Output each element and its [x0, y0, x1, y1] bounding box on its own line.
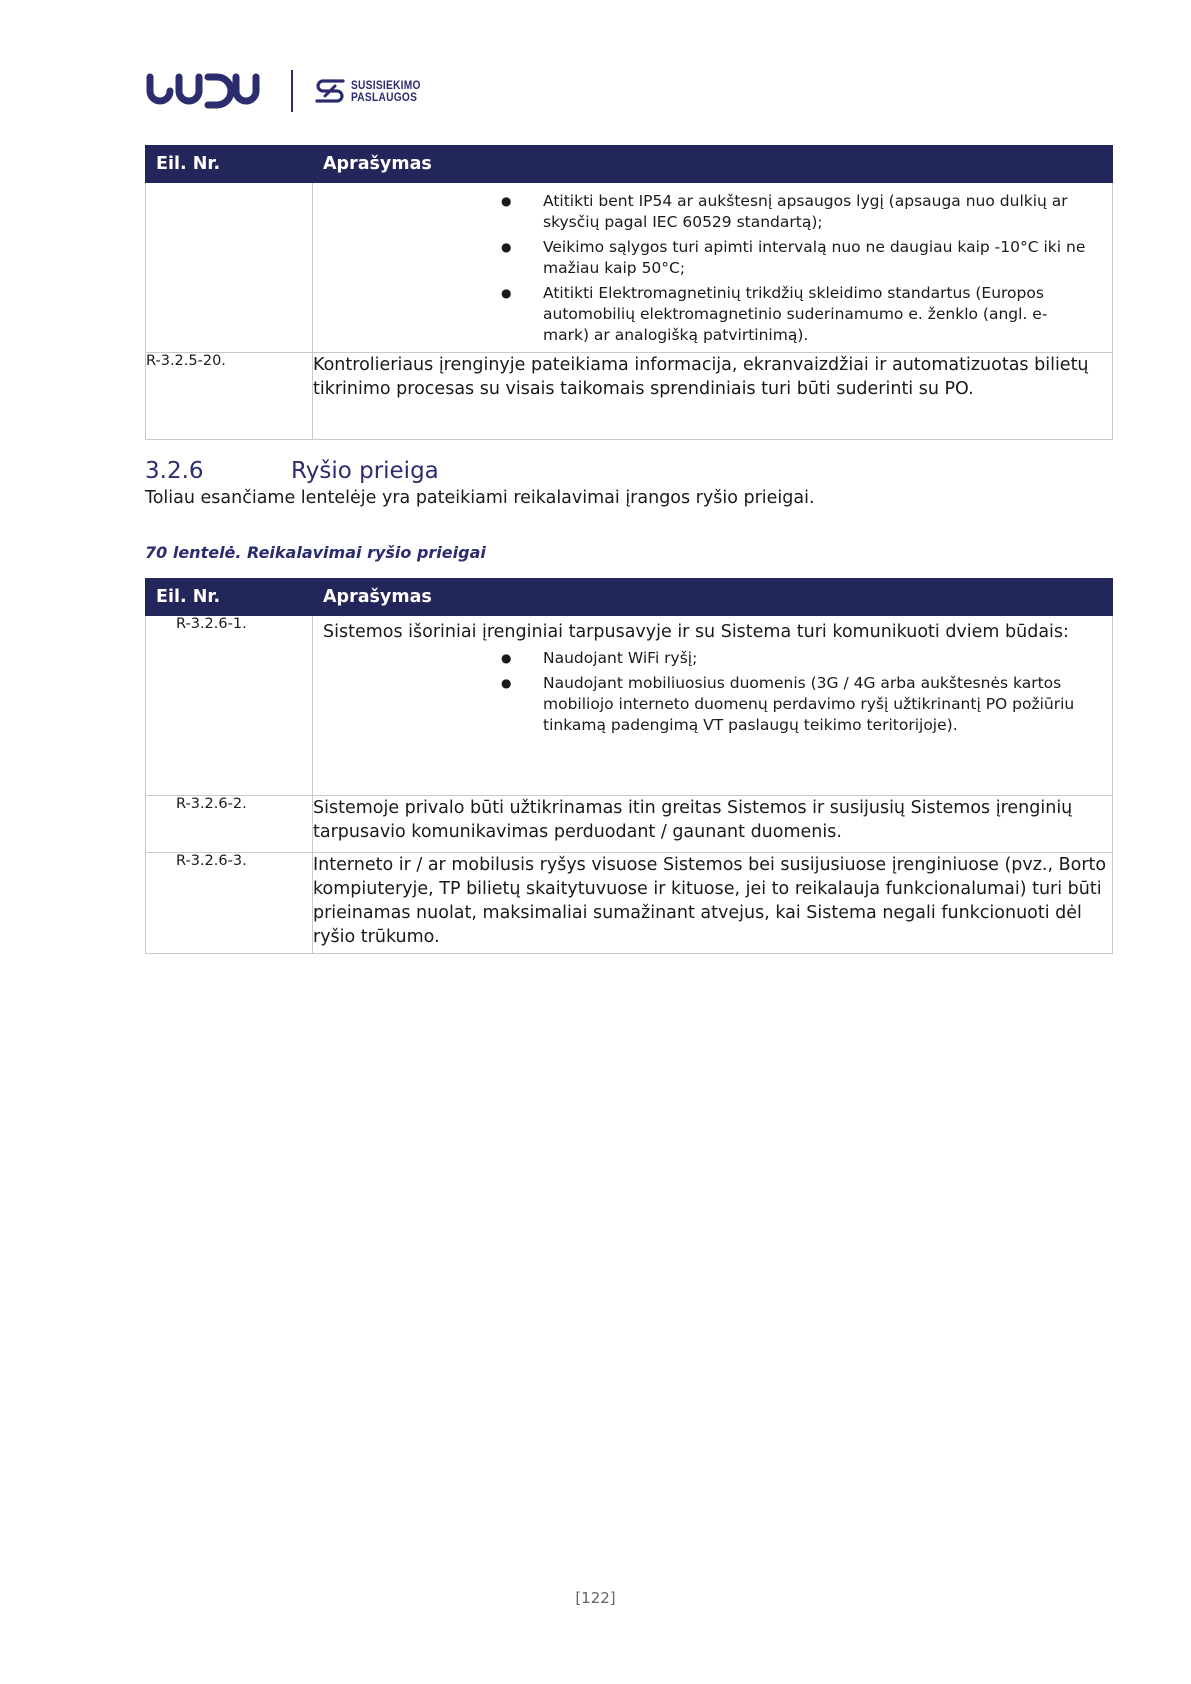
table-header-row: [146, 579, 1113, 616]
row-id: R-3.2.6-1.: [146, 616, 313, 796]
table-row: [146, 353, 1113, 440]
row-desc-cell: [313, 616, 1113, 796]
list-item: ● Veikimo sąlygos turi apimti intervalą nuo ne daugiau kaip -10°C iki ne mažiau kaip 50°C;: [313, 237, 1092, 279]
table-row: [146, 853, 1113, 954]
section-title: Ryšio prieiga: [291, 458, 439, 484]
col-header-number: Eil. Nr.: [146, 579, 313, 616]
list-item: ● Atitikti bent IP54 ar aukštesnį apsaugos lygį (apsauga nuo dulkių ar skysčių pagal IEC 60529 standartą);: [313, 191, 1092, 233]
logo-separator: [291, 70, 293, 112]
row-description: Interneto ir / ar mobilusis ryšys visuose Sistemos bei susijusiuose įrenginiuose (pvz., Borto kompiuteryje, TP bilietų skaitytuvuose ir kituose, jei to reikalauja funkcionalumai) turi būti prieinamas nuolat, maksimaliai sumažinant atvejus, kai Sistema negali funkcionuoti dėl ryšio trūkumo.: [313, 853, 1113, 954]
row-desc-cell: [313, 183, 1113, 353]
sp-emblem-icon: [313, 78, 347, 104]
table-row: [146, 796, 1113, 853]
bullet-list: [313, 183, 1112, 346]
row-description: Sistemoje privalo būti užtikrinamas itin greitas Sistemos ir susijusių Sistemos įrenginių tarpusavio komunikavimas perduodant / gaunant duomenis.: [313, 796, 1113, 853]
requirements-table-continued: [145, 145, 1113, 440]
bullet-list: [313, 646, 1112, 736]
page-number: [122]: [575, 1589, 616, 1607]
logo-sp-line1: SUSISIEKIMO: [351, 78, 421, 92]
col-header-number: Eil. Nr.: [146, 146, 313, 183]
susisiekimo-paslaugos-logo: [313, 78, 433, 104]
row-id: R-3.2.6-3.: [146, 853, 313, 954]
section-heading: [145, 458, 439, 484]
col-header-description: Aprašymas: [313, 579, 1113, 616]
table-header-row: [146, 146, 1113, 183]
list-item: ● Naudojant mobiliuosius duomenis (3G / 4G arba aukštesnės kartos mobiliojo interneto duomenų perdavimo ryšį užtikrinantį PO požiūriu tinkamą padengimą VT paslaugų teikimo teritorijoje).: [313, 673, 1092, 736]
judu-logo: [145, 73, 265, 109]
list-item: ● Atitikti Elektromagnetinių trikdžių skleidimo standartus (Europos automobilių elektromagnetinio suderinamumo e. ženklo (angl. e-mark) ar analogišką patvirtinimą).: [313, 283, 1092, 346]
row-id: R-3.2.6-2.: [146, 796, 313, 853]
row-description: Sistemos išoriniai įrenginiai tarpusavyje ir su Sistema turi komunikuoti dviem būdais:: [323, 622, 1069, 642]
page-header: [145, 68, 433, 114]
row-id-cell: [146, 183, 313, 353]
section-number: 3.2.6: [145, 458, 204, 484]
row-id: R-3.2.5-20.: [146, 353, 313, 440]
logo-sp-line2: PASLAUGOS: [351, 90, 418, 104]
table-caption: 70 lentelė. Reikalavimai ryšio prieigai: [145, 543, 486, 562]
col-header-description: Aprašymas: [313, 146, 1113, 183]
table-row: [146, 616, 1113, 796]
list-item: ● Naudojant WiFi ryšį;: [313, 648, 1092, 669]
section-intro: Toliau esančiame lentelėje yra pateikiami reikalavimai įrangos ryšio prieigai.: [145, 488, 815, 508]
requirements-table-communication: [145, 578, 1113, 954]
row-description: Kontrolieriaus įrenginyje pateikiama informacija, ekranvaizdžiai ir automatizuotas bilietų tikrinimo procesas su visais taikomais sprendiniais turi būti suderinti su PO.: [313, 353, 1113, 440]
table-row: [146, 183, 1113, 353]
